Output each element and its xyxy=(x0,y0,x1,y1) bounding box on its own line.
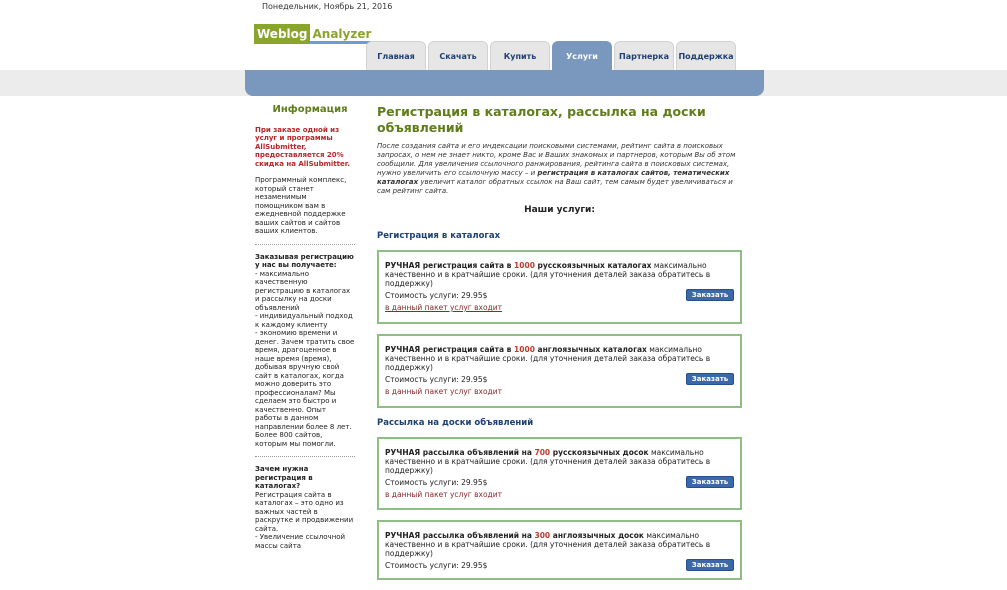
current-date: Понедельник, Ноябрь 21, 2016 xyxy=(262,2,393,11)
sidebar-why-text: - максимально качественную регистрацию в каталогах и рассылку на доски объявлений - индивидуальный подход к каждому клиенту - экономию времени и денег. Зачем тратить свое время, драгоценное в наше время (время), добывая вручную свой сайт в каталогах, когда можно доверить это профессионалам? Мы сделаем это быстро и качественно. Опыт работы в данном направлении более 8 лет. Более 800 сайтов, которым мы помогли. xyxy=(255,269,355,448)
sidebar-promo: При заказе одной из услуг и программы AllSubmitter, предоставляется 20% скидка на AllSubmitter. xyxy=(255,125,350,168)
service-price: Стоимость услуги: 29.95$ xyxy=(385,477,488,487)
intro-plain: После создания сайта и его индексации поисковыми системами, рейтинг сайта в поисковых запросах, о нем не знает никто, кроме Вас и Ваших знакомых и партнеров, которым Вы об этом сообщили. Для увеличения ссылочного ранжирования, рейтинга сайта в поисковых системах, нужно увеличить его ссылочную массу – и xyxy=(377,142,736,177)
service-card xyxy=(377,437,742,510)
sidebar-need-text: Регистрация сайта в каталогах – это одно из важных частей в раскрутке и продвижении сайта. - Увеличение ссылочной массы сайта xyxy=(255,490,354,550)
sidebar-title: Информация xyxy=(272,104,348,115)
service-price: Стоимость услуги: 29.95$ xyxy=(385,374,488,384)
sidebar-why-title: Заказывая регистрацию у нас вы получаете: xyxy=(255,252,354,269)
sidebar-divider xyxy=(255,456,355,457)
price-row xyxy=(385,476,734,488)
tab-support[interactable]: Поддержка xyxy=(676,41,736,70)
price-row xyxy=(385,559,734,571)
tab-download[interactable]: Скачать xyxy=(428,41,488,70)
package-link[interactable]: в данный пакет услуг входит xyxy=(385,303,502,312)
top-bar xyxy=(0,0,1007,15)
logo-left-text: Weblog xyxy=(254,24,310,44)
service-description: РУЧНАЯ рассылка объявлений на 700 русскоязычных досок максимально качественно и в кратчайшие сроки. (для уточнения деталей заказа обратитесь в поддержку) xyxy=(385,448,711,475)
section-title-boards: Рассылка на доски объявлений xyxy=(377,418,534,428)
sidebar xyxy=(255,104,355,556)
service-description: РУЧНАЯ регистрация сайта в 1000 русскоязычных каталогах максимально качественно и в кратчайшие сроки. (для уточнения деталей заказа обратитесь в поддержку) xyxy=(385,261,711,288)
package-link[interactable]: в данный пакет услуг входит xyxy=(385,387,502,396)
package-link[interactable]: в данный пакет услуг входит xyxy=(385,490,502,499)
order-button[interactable]: Заказать xyxy=(686,289,734,301)
order-button[interactable]: Заказать xyxy=(686,476,734,488)
service-price: Стоимость услуги: 29.95$ xyxy=(385,560,488,570)
price-row xyxy=(385,289,734,301)
main-content xyxy=(377,104,742,590)
tab-home[interactable]: Главная xyxy=(366,41,426,70)
main-nav xyxy=(366,41,736,70)
sidebar-need-title: Зачем нужна регистрация в каталогах? xyxy=(255,465,313,490)
service-card xyxy=(377,334,742,408)
section-title-catalogs: Регистрация в каталогах xyxy=(377,231,501,241)
services-title: Наши услуги: xyxy=(524,205,595,215)
nav-band xyxy=(245,70,764,96)
service-description: РУЧНАЯ регистрация сайта в 1000 англоязычных каталогах максимально качественно и в кратчайшие сроки. (для уточнения деталей заказа обратитесь в поддержку) xyxy=(385,345,711,372)
intro-bold: регистрация в каталогах сайтов, тематических каталогах xyxy=(377,169,730,186)
tab-partner[interactable]: Партнерка xyxy=(614,41,674,70)
order-button[interactable]: Заказать xyxy=(686,559,734,571)
tab-buy[interactable]: Купить xyxy=(490,41,550,70)
intro-text xyxy=(377,142,742,196)
site-logo[interactable] xyxy=(254,24,374,44)
service-price: Стоимость услуги: 29.95$ xyxy=(385,290,488,300)
service-card xyxy=(377,250,742,324)
sidebar-text: Программный комплекс, который станет незаменимым помощником вам в ежедневной поддержке ваших сайтов и сайтов ваших клиентов. xyxy=(255,176,347,235)
sidebar-divider xyxy=(255,244,355,245)
service-description: РУЧНАЯ рассылка объявлений на 300 англоязычных досок максимально качественно и в кратчайшие сроки. (для уточнения деталей заказа обратитесь в поддержку) xyxy=(385,531,711,558)
page-title: Регистрация в каталогах, рассылка на доски объявлений xyxy=(377,104,706,135)
tab-services[interactable]: Услуги xyxy=(552,41,612,70)
service-card xyxy=(377,520,742,580)
intro-tail: увеличит каталог обратных ссылок на Ваш сайт, тем самым будет увеличиваться и сам рейтинг сайта. xyxy=(377,178,733,195)
price-row xyxy=(385,373,734,385)
order-button[interactable]: Заказать xyxy=(686,373,734,385)
logo-right-text: Analyzer xyxy=(310,24,374,44)
